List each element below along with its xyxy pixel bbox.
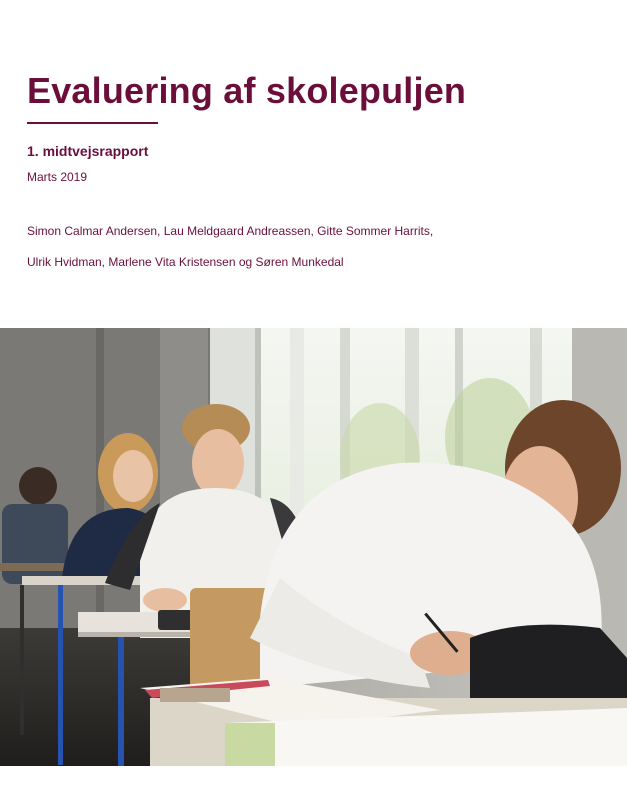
cover-photo bbox=[0, 328, 627, 766]
authors-line-2: Ulrik Hvidman, Marlene Vita Kristensen og Søren Munkedal bbox=[27, 255, 344, 269]
authors-line-1: Simon Calmar Andersen, Lau Meldgaard Andreassen, Gitte Sommer Harrits, bbox=[27, 224, 434, 238]
report-subtitle: 1. midtvejsrapport bbox=[27, 143, 149, 159]
title-underline bbox=[27, 122, 158, 124]
report-title: Evaluering af skolepuljen bbox=[27, 70, 467, 111]
report-date: Marts 2019 bbox=[27, 170, 88, 184]
